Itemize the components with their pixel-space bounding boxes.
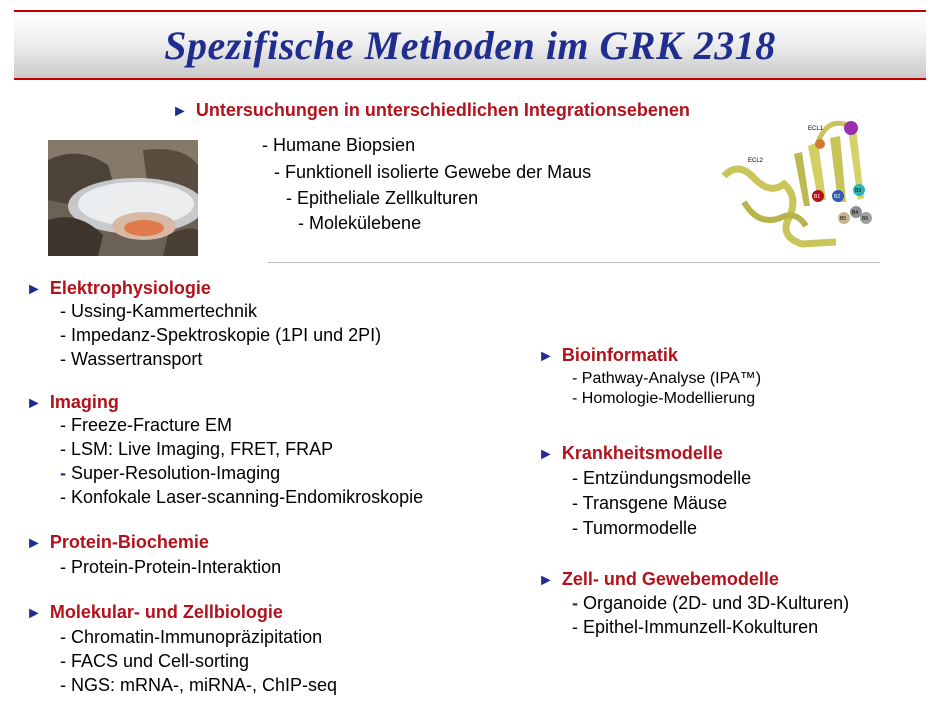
protein-label: B3: [855, 188, 862, 194]
arrow-icon: ►: [26, 281, 42, 298]
arrow-icon: ►: [172, 103, 188, 120]
list-item: - Freeze-Fracture EM: [60, 415, 233, 435]
protein-label: B4: [852, 210, 859, 216]
section-heading-imaging: [26, 392, 119, 413]
protein-label: B1: [814, 194, 821, 200]
section-heading-krankheitsmodelle: [538, 443, 723, 464]
integration-heading: [172, 100, 690, 121]
section-heading-zellmodelle: [538, 569, 779, 590]
list-item: - Ussing-Kammertechnik: [60, 301, 258, 321]
section-heading-protein-biochemie: [26, 532, 209, 553]
page-title: Spezifische Methoden im GRK 2318: [164, 23, 776, 68]
list-item: - Chromatin-Immunopräzipitation: [60, 627, 323, 647]
list-item: - FACS und Cell-sorting: [60, 651, 250, 671]
arrow-icon: ►: [26, 605, 42, 622]
list-item: - Molekülebene: [298, 213, 422, 233]
arrow-icon: ►: [538, 446, 554, 463]
list-item: - Funktionell isolierte Gewebe der Maus: [274, 162, 592, 182]
section-heading-label: Bioinformatik: [561, 345, 678, 365]
protein-label: ECL2: [748, 158, 764, 164]
protein-label: B6: [862, 216, 869, 222]
list-item: - Epitheliale Zellkulturen: [286, 188, 479, 208]
section-heading-label: Krankheitsmodelle: [561, 443, 723, 463]
list-item: - Impedanz-Spektroskopie (1PI und 2PI): [60, 325, 382, 345]
list-item: - Wassertransport: [60, 349, 203, 369]
list-item: - Homologie-Modellierung: [572, 390, 756, 407]
list-item: - LSM: Live Imaging, FRET, FRAP: [60, 439, 334, 459]
section-heading-label: Protein-Biochemie: [49, 532, 209, 552]
section-heading-label: Molekular- und Zellbiologie: [49, 602, 283, 622]
list-item: - Humane Biopsien: [262, 135, 416, 155]
arrow-icon: ►: [26, 395, 42, 412]
arrow-icon: ►: [26, 535, 42, 552]
section-heading-elektrophysiologie: [26, 278, 211, 299]
list-item: - Konfokale Laser-scanning-Endomikroskopie: [60, 487, 424, 507]
protein-label: B5: [840, 216, 847, 222]
protein-label: ECL1: [808, 126, 824, 132]
list-item: - NGS: mRNA-, miRNA-, ChIP-seq: [60, 675, 338, 695]
list-item-label: Organoide (2D- und 3D-Kulturen): [583, 593, 850, 613]
section-heading-label: Elektrophysiologie: [49, 278, 211, 298]
list-item-label: Super-Resolution-Imaging: [71, 463, 281, 483]
arrow-icon: ►: [538, 572, 554, 589]
section-heading-label: Imaging: [49, 392, 119, 412]
blue-dash: -: [572, 593, 578, 613]
list-item: - Tumormodelle: [572, 518, 698, 538]
list-item: - Entzündungsmodelle: [572, 468, 752, 488]
title-bar: [14, 10, 926, 80]
arrow-icon: ►: [538, 348, 554, 365]
protein-structure-image: [718, 106, 884, 256]
protein-label: B2: [834, 194, 841, 200]
list-item: - Pathway-Analyse (IPA™): [572, 370, 762, 387]
section-heading-label: Zell- und Gewebemodelle: [561, 569, 779, 589]
blue-dash: -: [60, 463, 66, 483]
list-item: - Transgene Mäuse: [572, 493, 728, 513]
list-item: [572, 593, 849, 614]
divider: [268, 262, 880, 263]
section-heading-bioinformatik: [538, 345, 678, 366]
list-item: [60, 463, 280, 484]
biopsy-photo: [48, 140, 198, 256]
section-heading-molekularbiologie: [26, 602, 283, 623]
list-item: - Epithel-Immunzell-Kokulturen: [572, 617, 819, 637]
integration-heading-label: Untersuchungen in unterschiedlichen Integrationsebenen: [195, 100, 690, 120]
list-item: - Protein-Protein-Interaktion: [60, 557, 282, 577]
